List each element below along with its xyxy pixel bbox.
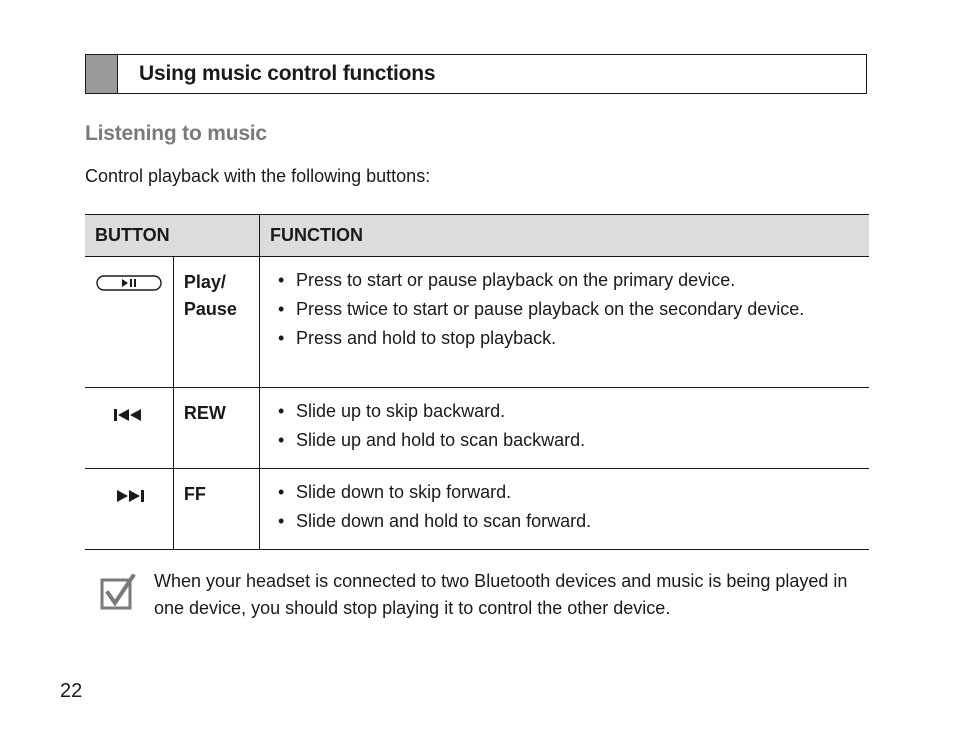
section-title: Using music control functions [139,62,436,85]
header-button: BUTTON [85,215,260,257]
row-icon-cell [85,469,173,550]
page-number: 22 [60,680,83,702]
checkmark-note-icon [100,574,136,610]
function-item: • Press and hold to stop playback. [274,325,859,352]
row-name-cell [173,257,259,388]
button-function-table [85,214,869,550]
section-header [85,54,867,94]
row-function-cell [260,257,870,388]
row-name-cell: FF [173,469,259,550]
function-item: • Press twice to start or pause playback on the secondary device. [274,296,859,323]
play-pause-button-icon [96,275,162,291]
button-name-line: Play/ [183,272,226,292]
function-item: • Slide down and hold to scan forward. [274,508,859,535]
row-function-cell [260,469,870,550]
subheading: Listening to music [85,122,267,145]
function-item: • Slide up to skip backward. [274,398,859,425]
section-tab [86,55,118,93]
row-function-cell [260,388,870,469]
row-icon-cell [85,388,173,469]
row-icon-cell [85,257,173,388]
table-row [85,469,869,550]
table-row [85,257,869,388]
function-item: • Press to start or pause playback on the primary device. [274,267,859,294]
function-item: • Slide up and hold to scan backward. [274,427,859,454]
button-name-line: Pause [183,299,237,319]
row-name-cell: REW [173,388,259,469]
intro-text: Control playback with the following buttons: [85,166,431,186]
note-text: When your headset is connected to two Bluetooth devices and music is being played in one device, you should stop playing it to control the other device. [154,571,848,618]
function-item: • Slide down to skip forward. [274,479,859,506]
rewind-icon [113,408,145,422]
table-row [85,388,869,469]
fast-forward-icon [113,489,145,503]
table-header-row [85,215,869,257]
header-function: FUNCTION [260,215,870,257]
